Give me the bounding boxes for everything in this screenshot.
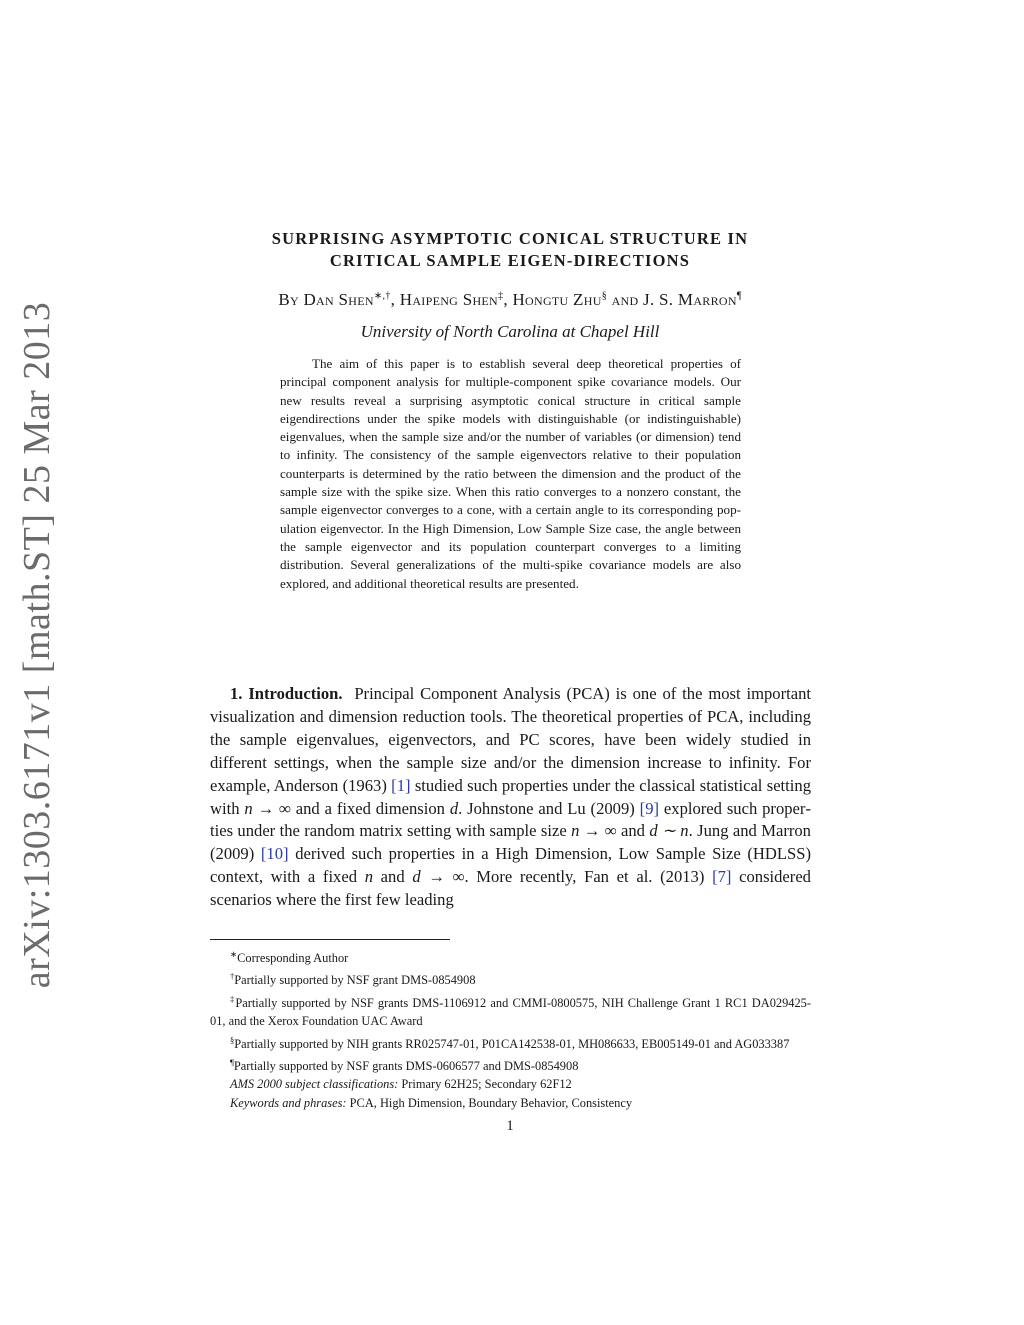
keywords (210, 1094, 811, 1112)
footnote-2-text: Partially supported by NSF grant DMS-0854908 (234, 973, 476, 988)
arxiv-identifier-stamp (12, 301, 62, 989)
intro-text-5: explored such properties under the random matrix setting with sample size (210, 798, 811, 841)
citation-link-9[interactable]: [9] (639, 798, 660, 818)
footnote-divider (210, 939, 450, 940)
footnote-5-text: Partially supported by NSF grants DMS-0606577 and DMS-0854908 (233, 1059, 579, 1074)
footnote-1-text: Corresponding Author (237, 951, 349, 966)
intro-text-4: . Johnstone and Lu (2009) (458, 798, 640, 818)
intro-text-6: and (616, 821, 650, 841)
ams-classification (210, 1075, 811, 1093)
citation-link-7[interactable]: [7] (712, 867, 732, 887)
author-list: By Dan Shen∗,†, Haipeng Shen‡, Hongtu Zhu§ and J. S. Marron¶ (278, 290, 742, 309)
intro-text-1: Principal Component Analysis (PCA) is one of the most important visualization and dimension reduction tools. The theoretical properties of PCA, including the sample eigenvalues, eigenvectors, and PC scores, have been widely studied in different settings, when the sample size and/or the dimension increase to infinity. For example, Anderson (1963) (210, 684, 811, 795)
title-line-1: SURPRISING ASYMPTOTIC CONICAL STRUCTURE IN (271, 229, 749, 248)
author-3: Hongtu Zhu (512, 290, 602, 309)
footnote-1 (210, 945, 811, 967)
abstract (280, 355, 741, 593)
footnotes (210, 945, 811, 1112)
footnote-4-text: Partially supported by NIH grants RR025747-01, P01CA142538-01, MH086633, EB005149-01 and AG033387 (234, 1036, 790, 1051)
citation-link-10[interactable]: [10] (260, 844, 289, 864)
footnote-3-mark: ‡ (230, 993, 236, 1004)
title-line-2: CRITICAL SAMPLE EIGEN-DIRECTIONS (329, 251, 691, 270)
introduction-section (210, 683, 811, 912)
paper-title (200, 228, 820, 272)
footnote-5-mark: ¶ (230, 1056, 234, 1067)
abstract-text: The aim of this paper is to establish several deep theoretical properties of principal component analysis for multiple-component spike covariance models. Our new results reveal a surprising asymptotic conical structure in critical sample eigendirections under the spike models with distinguishable (or indistinguishable) eigenvalues, when the sample size and/or the number of variables (or dimension) tend to infinity. The consistency of the sample eigenvectors relative to their population counterparts is determined by the ratio between the dimension and the product of the sample size with the spike size. When this ratio converges to a nonzero constant, the sample eigenvector converges to a cone, with a certain angle to its corresponding population eigenvector. In the High Dimension, Low Sample Size case, the angle between the sample eigenvector and its population counterpart converges to a limiting distribution. Several generalizations of the multi-spike covariance models are also explored, and additional theoretical results are presented. (280, 356, 741, 591)
author-4-marks: ¶ (736, 290, 742, 302)
footnote-3-text: Partially supported by NSF grants DMS-1106912 and CMMI-0800575, NIH Challenge Grant 1 RC1 DA029425-01, and the Xerox Foundation UAC Award (210, 995, 811, 1029)
keywords-label: Keywords and phrases: (230, 1095, 347, 1110)
math-n: n (364, 867, 373, 887)
footnote-2 (210, 967, 811, 989)
ams-label: AMS 2000 subject classifications: (230, 1077, 399, 1092)
author-4: J. S. Marron (643, 290, 737, 309)
by-label: By (278, 290, 299, 309)
author-3-marks: § (601, 290, 607, 302)
author-2: Haipeng Shen (399, 290, 499, 309)
arxiv-identifier-text: arXiv:1303.6171v1 [math.ST] 25 Mar 2013 (16, 301, 58, 989)
intro-text-11: considered scenarios where the first few leading (210, 867, 811, 910)
intro-text-9: and (373, 867, 413, 887)
section-heading: 1. Introduction. (230, 684, 343, 703)
author-1: Dan Shen (303, 290, 374, 309)
page-number: 1 (506, 1118, 514, 1134)
footnote-1-mark: ∗ (230, 949, 238, 959)
math-n-to-infinity-2: n → ∞ (571, 821, 617, 841)
intro-text-7: . Jung and Marron (2009) (210, 821, 811, 864)
citation-link-1[interactable]: [1] (391, 775, 411, 795)
intro-text-3: and a fixed dimension (290, 798, 450, 818)
ams-codes: Primary 62H25; Secondary 62F12 (398, 1077, 572, 1092)
math-n-to-infinity: n → ∞ (244, 798, 291, 818)
footnote-5 (210, 1053, 811, 1075)
keywords-list: PCA, High Dimension, Boundary Behavior, Consistency (346, 1095, 633, 1110)
author-2-marks: ‡ (498, 290, 504, 302)
footnote-4-mark: § (230, 1034, 235, 1045)
introduction-paragraph (210, 683, 811, 912)
affiliation: University of North Carolina at Chapel Hill (360, 322, 660, 341)
intro-text-2: studied such properties under the classical statistical setting with (210, 775, 811, 818)
footnote-3 (210, 990, 811, 1031)
author-1-marks: ∗,† (373, 290, 391, 302)
math-d: d (449, 798, 459, 818)
intro-text-8: derived such properties in a High Dimension, Low Sample Size (HDLSS) context, with a fixed (210, 844, 811, 887)
math-d-to-infinity: d → ∞ (412, 867, 465, 887)
footnote-2-mark: † (230, 971, 235, 982)
math-d-sim-n: d ∼ n (649, 821, 689, 841)
intro-text-10: . More recently, Fan et al. (2013) (464, 867, 713, 887)
and-label: and (611, 290, 639, 309)
footnote-4 (210, 1031, 811, 1053)
